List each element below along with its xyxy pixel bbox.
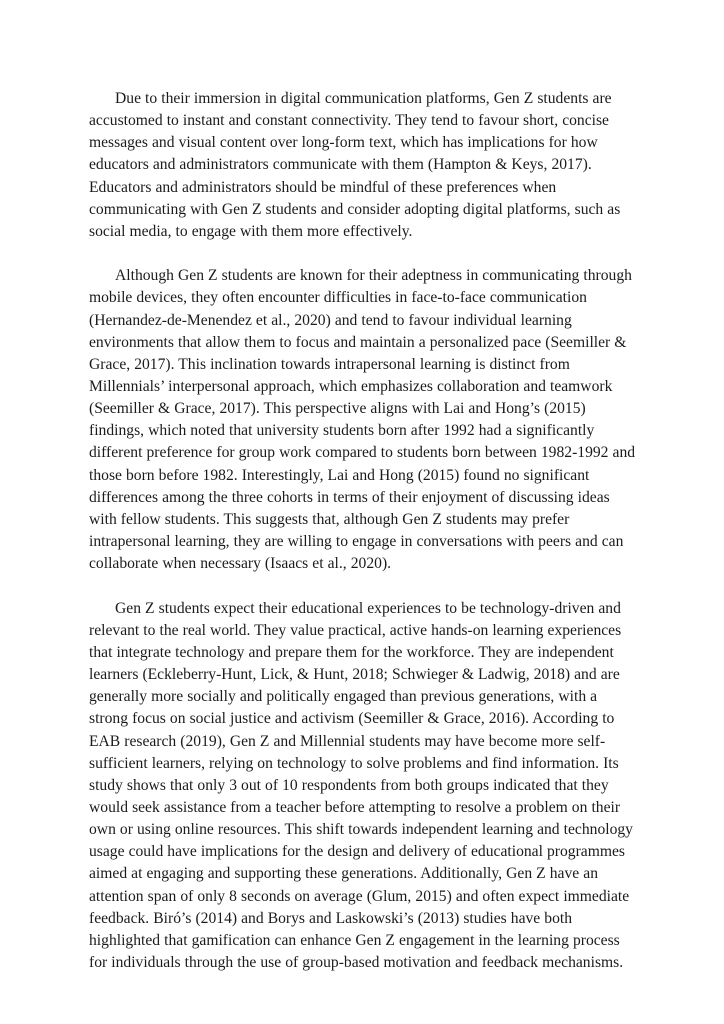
body-paragraph: Due to their immersion in digital communication platforms, Gen Z students are accustomed to instant and constant connectivity. They tend to favour short, concise messages and visual content over long-form text, which has implications for how educators and administrators communicate with them (Hampton & Keys, 2017). Educators and administrators should be mindful of these preferences when communicating with Gen Z students and consider adopting digital platforms, such as social media, to engage with them more effectively. bbox=[89, 90, 621, 240]
paragraph-spacer bbox=[89, 575, 636, 597]
paragraph-spacer bbox=[89, 243, 636, 265]
document-text-column bbox=[89, 88, 636, 974]
body-paragraph: Although Gen Z students are known for their adeptness in communicating through mobile devices, they often encounter difficulties in face-to-face communication (Hernandez-de-Menendez et al., 2020) and tend to favour individual learning environments that allow them to focus and maintain a personalized pace (Seemiller & Grace, 2017). This inclination towards intrapersonal learning is distinct from Millennials’ interpersonal approach, which emphasizes collaboration and teamwork (Seemiller & Grace, 2017). This perspective aligns with Lai and Hong’s (2015) findings, which noted that university students born after 1992 had a significantly different preference for group work compared to students born between 1982-1992 and those born before 1982. Interestingly, Lai and Hong (2015) found no significant differences among the three cohorts in terms of their enjoyment of discussing ideas with fellow students. This suggests that, although Gen Z students may prefer intrapersonal learning, they are willing to engage in conversations with peers and can collaborate when necessary (Isaacs et al., 2020). bbox=[89, 267, 636, 573]
body-paragraph: Gen Z students expect their educational experiences to be technology-driven and relevant to the real world. They value practical, active hands-on learning experiences that integrate technology and prepare them for the workforce. They are independent learners (Eckleberry-Hunt, Lick, & Hunt, 2018; Schwieger & Ladwig, 2018) and are generally more socially and politically engaged than previous generations, with a strong focus on social justice and activism (Seemiller & Grace, 2016). According to EAB research (2019), Gen Z and Millennial students may have become more self-sufficient learners, relying on technology to solve problems and find information. Its study shows that only 3 out of 10 respondents from both groups indicated that they would seek assistance from a teacher before attempting to resolve a problem on their own or using online resources. This shift towards independent learning and technology usage could have implications for the design and delivery of educational programmes aimed at engaging and supporting these generations. Additionally, Gen Z have an attention span of only 8 seconds on average (Glum, 2015) and often expect immediate feedback. Biró’s (2014) and Borys and Laskowski’s (2013) studies have both highlighted that gamification can enhance Gen Z engagement in the learning process for individuals through the use of group-based motivation and feedback mechanisms. bbox=[89, 599, 633, 972]
